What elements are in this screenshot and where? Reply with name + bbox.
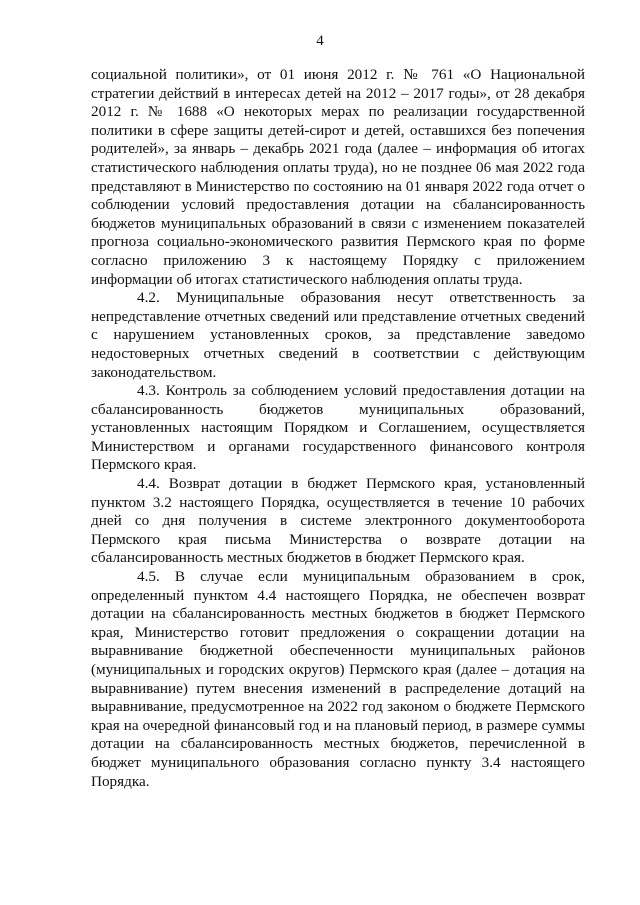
page-number: 4 <box>316 33 324 49</box>
paragraph-clause-4-5: 4.5. В случае если муниципальным образованием в срок, определенный пунктом 4.4 настоящего Порядка, не обеспечен возврат дотации на сбалансированность местных бюджетов в бюджет Пермского края, Министерство готовит предложения о сокращении дотации на выравнивание бюджетной обеспеченности муниципальных районов (муниципальных и городских округов) Пермского края (далее – дотация на выравнивание) путем внесения изменений в распределение дотаций на выравнивание, предусмотренное на 2022 год законом о бюджете Пермского края на очередной финансовый год и на плановый период, в размере суммы дотации на сбалансированность местных бюджетов, перечисленной в бюджет муниципального образования согласно пункту 3.4 настоящего Порядка. <box>91 568 585 790</box>
paragraph-clause-4-3: 4.3. Контроль за соблюдением условий предоставления дотации на сбалансированность бюджетов муниципальных образований, установленных настоящим Порядком и Соглашением, осуществляется Министерством и органами государственного финансового контроля Пермского края. <box>91 382 585 474</box>
paragraph-clause-4-4: 4.4. Возврат дотации в бюджет Пермского края, установленный пунктом 3.2 настоящего Порядка, осуществляется в течение 10 рабочих дней со дня получения в системе электронного документооборота Пермского края письма Министерства о возврате дотации на сбалансированность местных бюджетов в бюджет Пермского края. <box>91 475 585 567</box>
paragraph-continuation: социальной политики», от 01 июня 2012 г. № 761 «О Национальной стратегии действий в интересах детей на 2012 – 2017 годы», от 28 декабря 2012 г. № 1688 «О некоторых мерах по реализации государственной политики в сфере защиты детей-сирот и детей, оставшихся без попечения родителей», за январь – декабрь 2021 года (далее – информация об итогах статистического наблюдения оплаты труда), но не позднее 06 мая 2022 года представляют в Министерство по состоянию на 01 января 2022 года отчет о соблюдении условий предоставления дотации на сбалансированность бюджетов муниципальных образований в связи с изменением показателей прогноза социально-экономического развития Пермского края по форме согласно приложению 3 к настоящему Порядку с приложением информации об итогах статистического наблюдения оплаты труда. <box>91 66 585 288</box>
paragraph-clause-4-2: 4.2. Муниципальные образования несут ответственность за непредставление отчетных сведений или представление отчетных сведений с нарушением установленных сроков, за представление заведомо недостоверных отчетных сведений в соответствии с действующим законодательством. <box>91 289 585 381</box>
document-body <box>91 66 585 791</box>
